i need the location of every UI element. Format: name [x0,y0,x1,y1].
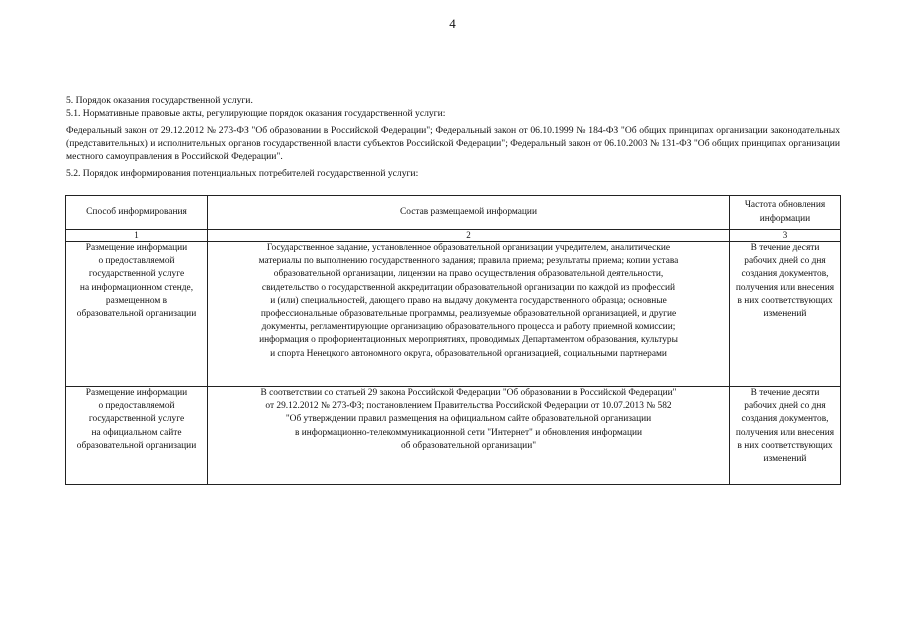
section-title: 5. Порядок оказания государственной услуги. [66,95,253,106]
row-method: Размещение информации о предоставляемой государственной услуге на информационном стенде, размещенном в образовательной организации [66,242,208,387]
table-header-row [66,196,841,230]
subsection-informing: 5.2. Порядок информирования потенциальных потребителей государственной услуги: [66,168,419,179]
table-row [66,242,841,387]
laws-list: Федеральный закон от 29.12.2012 № 273-ФЗ "Об образовании в Российской Федерации"; Федеральный закон от 06.10.1999 № 184-ФЗ "Об общих принципах организации законодательных (представительных) и исполнительных органов государственной власти субъектов Российской Федерации"; Федеральный закон от 06.10.2003 № 131-ФЗ "Об общих принципах организации местного самоуправления в Российской Федерации". [66,125,840,162]
table-row [66,387,841,485]
informing-table [65,195,841,485]
row-content: Государственное задание, установленное образовательной организации учредителем, аналитические материалы по выполнению государственного задания; правила приема; результаты приема; копии устава образовательной организации, лицензии на право осуществления образовательной деятельности, свидетельство о государственной аккредитации образовательной организации по каждой из профессий и (или) специальностей, дающего право на выдачу документа государственного образца; основные профессиональные образовательные программы, реализуемые образовательной организацией, и другие документы, регламентирующие организацию образовательного процесса и работу приемной комиссии; информация о профориентационных мероприятиях, проводимых Департаментом образования, культуры и спорта Ненецкого автономного округа, образовательной организацией, социальными партнерами [208,242,730,387]
header-frequency: Частота обновления информации [730,196,841,230]
row-frequency: В течение десяти рабочих дней со дня создания документов, получения или внесения в них соответствующих изменений [730,242,841,387]
column-number: 1 [66,230,208,242]
subsection-legal-acts: 5.1. Нормативные правовые акты, регулирующие порядок оказания государственной услуги: [66,108,446,119]
column-number-row [66,230,841,242]
column-number: 3 [730,230,841,242]
row-content: В соответствии со статьей 29 закона Российской Федерации "Об образовании в Российской Федерации" от 29.12.2012 № 273-ФЗ; постановлением Правительства Российской Федерации от 10.07.2013 № 582 "Об утверждении правил размещения на официальном сайте образовательной организации в информационно-телекоммуникационной сети "Интернет" и обновления информации об образовательной организации" [208,387,730,485]
row-method: Размещение информации о предоставляемой государственной услуге на официальном сайте образовательной организации [66,387,208,485]
header-method: Способ информирования [66,196,208,230]
header-content: Состав размещаемой информации [208,196,730,230]
page-number: 4 [449,16,456,31]
column-number: 2 [208,230,730,242]
row-frequency: В течение десяти рабочих дней со дня создания документов, получения или внесения в них соответствующих изменений [730,387,841,485]
